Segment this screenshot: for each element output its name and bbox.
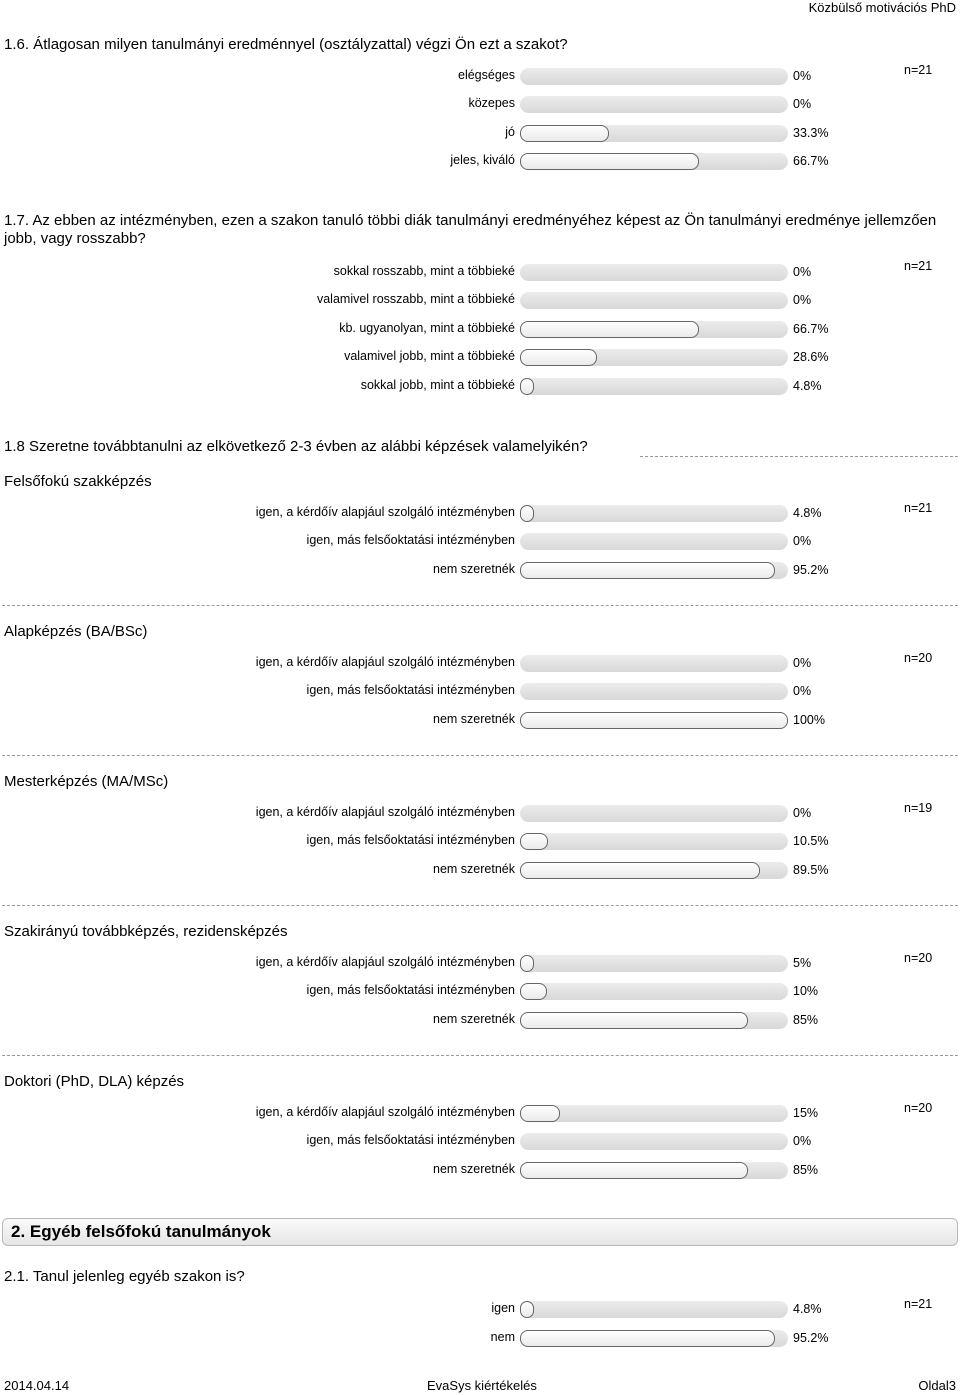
row-label: igen, más felsőoktatási intézményben [306,1133,515,1147]
bar-track [520,833,788,850]
bar-track [520,1105,788,1122]
bar-row [0,263,960,283]
bar-fill [520,1105,560,1122]
bar-track [520,683,788,700]
bar-track [520,805,788,822]
group-title: Szakirányú továbbképzés, rezidensképzés [4,923,288,940]
bar-track [520,153,788,170]
bar-track [520,505,788,522]
row-label: igen, más felsőoktatási intézményben [306,833,515,847]
n-count: n=21 [904,1297,933,1311]
bar-row [0,1104,960,1124]
bar-fill [520,862,760,879]
row-label: igen [491,1301,515,1315]
row-label: kb. ugyanolyan, mint a többieké [339,321,515,335]
row-percent: 0% [793,97,812,111]
row-label: közepes [468,96,515,110]
bar-fill [520,1162,748,1179]
row-percent: 0% [793,656,812,670]
bar-fill [520,1330,775,1347]
row-label: igen, a kérdőív alapjául szolgáló intézményben [255,505,515,519]
bar-row [0,1300,960,1320]
question-title-2-1: 2.1. Tanul jelenleg egyéb szakon is? [4,1268,245,1285]
bar-track [520,264,788,281]
divider [2,605,958,606]
bar-row [0,152,960,172]
group-title: Felsőfokú szakképzés [4,473,152,490]
row-label: sokkal rosszabb, mint a többieké [333,264,515,278]
row-percent: 0% [793,806,812,820]
bar-row [0,654,960,674]
footer-center: EvaSys kiértékelés [427,1378,537,1393]
bar-row [0,291,960,311]
bar-fill [520,378,534,395]
n-count: n=20 [904,1101,933,1115]
n-count: n=21 [904,63,933,77]
bar-row [0,682,960,702]
row-label: igen, a kérdőív alapjául szolgáló intézményben [255,805,515,819]
bar-row [0,861,960,881]
bar-row [0,982,960,1002]
row-percent: 15% [793,1106,819,1120]
bar-row [0,504,960,524]
row-percent: 0% [793,684,812,698]
bar-track [520,1301,788,1318]
group-title: Alapképzés (BA/BSc) [4,623,148,640]
bar-fill [520,955,534,972]
row-percent: 85% [793,1013,819,1027]
bar-fill [520,983,547,1000]
bar-track [520,955,788,972]
bar-row [0,832,960,852]
bar-row [0,1161,960,1181]
bar-fill [520,321,699,338]
row-label: igen, más felsőoktatási intézményben [306,683,515,697]
bar-track [520,983,788,1000]
row-label: elégséges [458,68,515,82]
bar-track [520,1133,788,1150]
divider [640,456,958,457]
question-title-1-8: 1.8 Szeretne továbbtanulni az elkövetkező 2-3 évben az alábbi képzések valamelyikén? [4,438,588,455]
n-count: n=20 [904,951,933,965]
group-title: Doktori (PhD, DLA) képzés [4,1073,185,1090]
row-percent: 66.7% [793,322,829,336]
bar-track [520,1162,788,1179]
bar-fill [520,505,534,522]
bar-fill [520,125,609,142]
bar-row [0,711,960,731]
row-percent: 89.5% [793,863,829,877]
row-label: igen, a kérdőív alapjául szolgáló intézményben [255,1105,515,1119]
bar-row [0,348,960,368]
bar-row [0,1011,960,1031]
bar-row [0,954,960,974]
bar-fill [520,833,548,850]
bar-track [520,68,788,85]
bar-fill [520,1301,534,1318]
n-count: n=21 [904,259,933,273]
n-count: n=21 [904,501,933,515]
row-label: nem szeretnék [433,1012,515,1026]
group-title: Mesterképzés (MA/MSc) [4,773,169,790]
bar-row [0,804,960,824]
bar-track [520,292,788,309]
row-percent: 4.8% [793,506,822,520]
document-header: Közbülső motivációs PhD [808,0,956,15]
bar-row [0,124,960,144]
footer-date: 2014.04.14 [4,1378,70,1393]
bar-row [0,1329,960,1349]
divider [2,905,958,906]
row-percent: 95.2% [793,563,829,577]
divider [2,755,958,756]
bar-row [0,67,960,87]
question-title-1-6: 1.6. Átlagosan milyen tanulmányi eredménnyel (osztályzattal) végzi Ön ezt a szakot? [4,36,568,53]
bar-track [520,1012,788,1029]
row-percent: 0% [793,293,812,307]
bar-fill [520,1012,748,1029]
row-percent: 28.6% [793,350,829,364]
bar-fill [520,153,699,170]
bar-row [0,532,960,552]
n-count: n=20 [904,651,933,665]
row-label: igen, más felsőoktatási intézményben [306,983,515,997]
question-title-1-7: 1.7. Az ebben az intézményben, ezen a szakon tanuló többi diák tanulmányi eredményéhez képest az Ön tanulmányi eredménye jellemzően jobb, vagy rosszabb? [4,212,937,247]
row-label: nem szeretnék [433,1162,515,1176]
row-label: jeles, kiváló [450,153,515,167]
bar-fill [520,712,788,729]
bar-track [520,125,788,142]
row-label: valamivel rosszabb, mint a többieké [316,292,515,306]
bar-row [0,1132,960,1152]
n-count: n=19 [904,801,933,815]
row-label: nem [490,1330,515,1344]
row-percent: 4.8% [793,1302,822,1316]
row-label: sokkal jobb, mint a többieké [360,378,515,392]
section-title: 2. Egyéb felsőfokú tanulmányok [11,1222,271,1241]
row-percent: 0% [793,69,812,83]
bar-track [520,655,788,672]
row-label: igen, a kérdőív alapjául szolgáló intézményben [255,955,515,969]
bar-track [520,712,788,729]
bar-track [520,378,788,395]
row-label: valamivel jobb, mint a többieké [344,349,515,363]
bar-row [0,377,960,397]
row-percent: 85% [793,1163,819,1177]
row-label: igen, más felsőoktatási intézményben [306,533,515,547]
bar-track [520,562,788,579]
bar-track [520,1330,788,1347]
row-label: nem szeretnék [433,862,515,876]
row-percent: 10.5% [793,834,829,848]
bar-fill [520,562,775,579]
section-header [2,1218,958,1246]
bar-track [520,349,788,366]
bar-row [0,95,960,115]
bar-row [0,320,960,340]
row-percent: 100% [793,713,825,727]
row-label: nem szeretnék [433,712,515,726]
row-percent: 5% [793,956,812,970]
row-percent: 10% [793,984,819,998]
row-percent: 33.3% [793,126,829,140]
row-percent: 0% [793,1134,812,1148]
row-percent: 0% [793,534,812,548]
row-percent: 66.7% [793,154,829,168]
bar-track [520,862,788,879]
row-percent: 4.8% [793,379,822,393]
row-percent: 95.2% [793,1331,829,1345]
row-label: jó [505,125,515,139]
bar-track [520,321,788,338]
footer-page: Oldal3 [918,1378,956,1393]
bar-track [520,96,788,113]
bar-row [0,561,960,581]
row-percent: 0% [793,265,812,279]
bar-fill [520,349,597,366]
row-label: igen, a kérdőív alapjául szolgáló intézményben [255,655,515,669]
row-label: nem szeretnék [433,562,515,576]
divider [2,1055,958,1056]
bar-track [520,533,788,550]
